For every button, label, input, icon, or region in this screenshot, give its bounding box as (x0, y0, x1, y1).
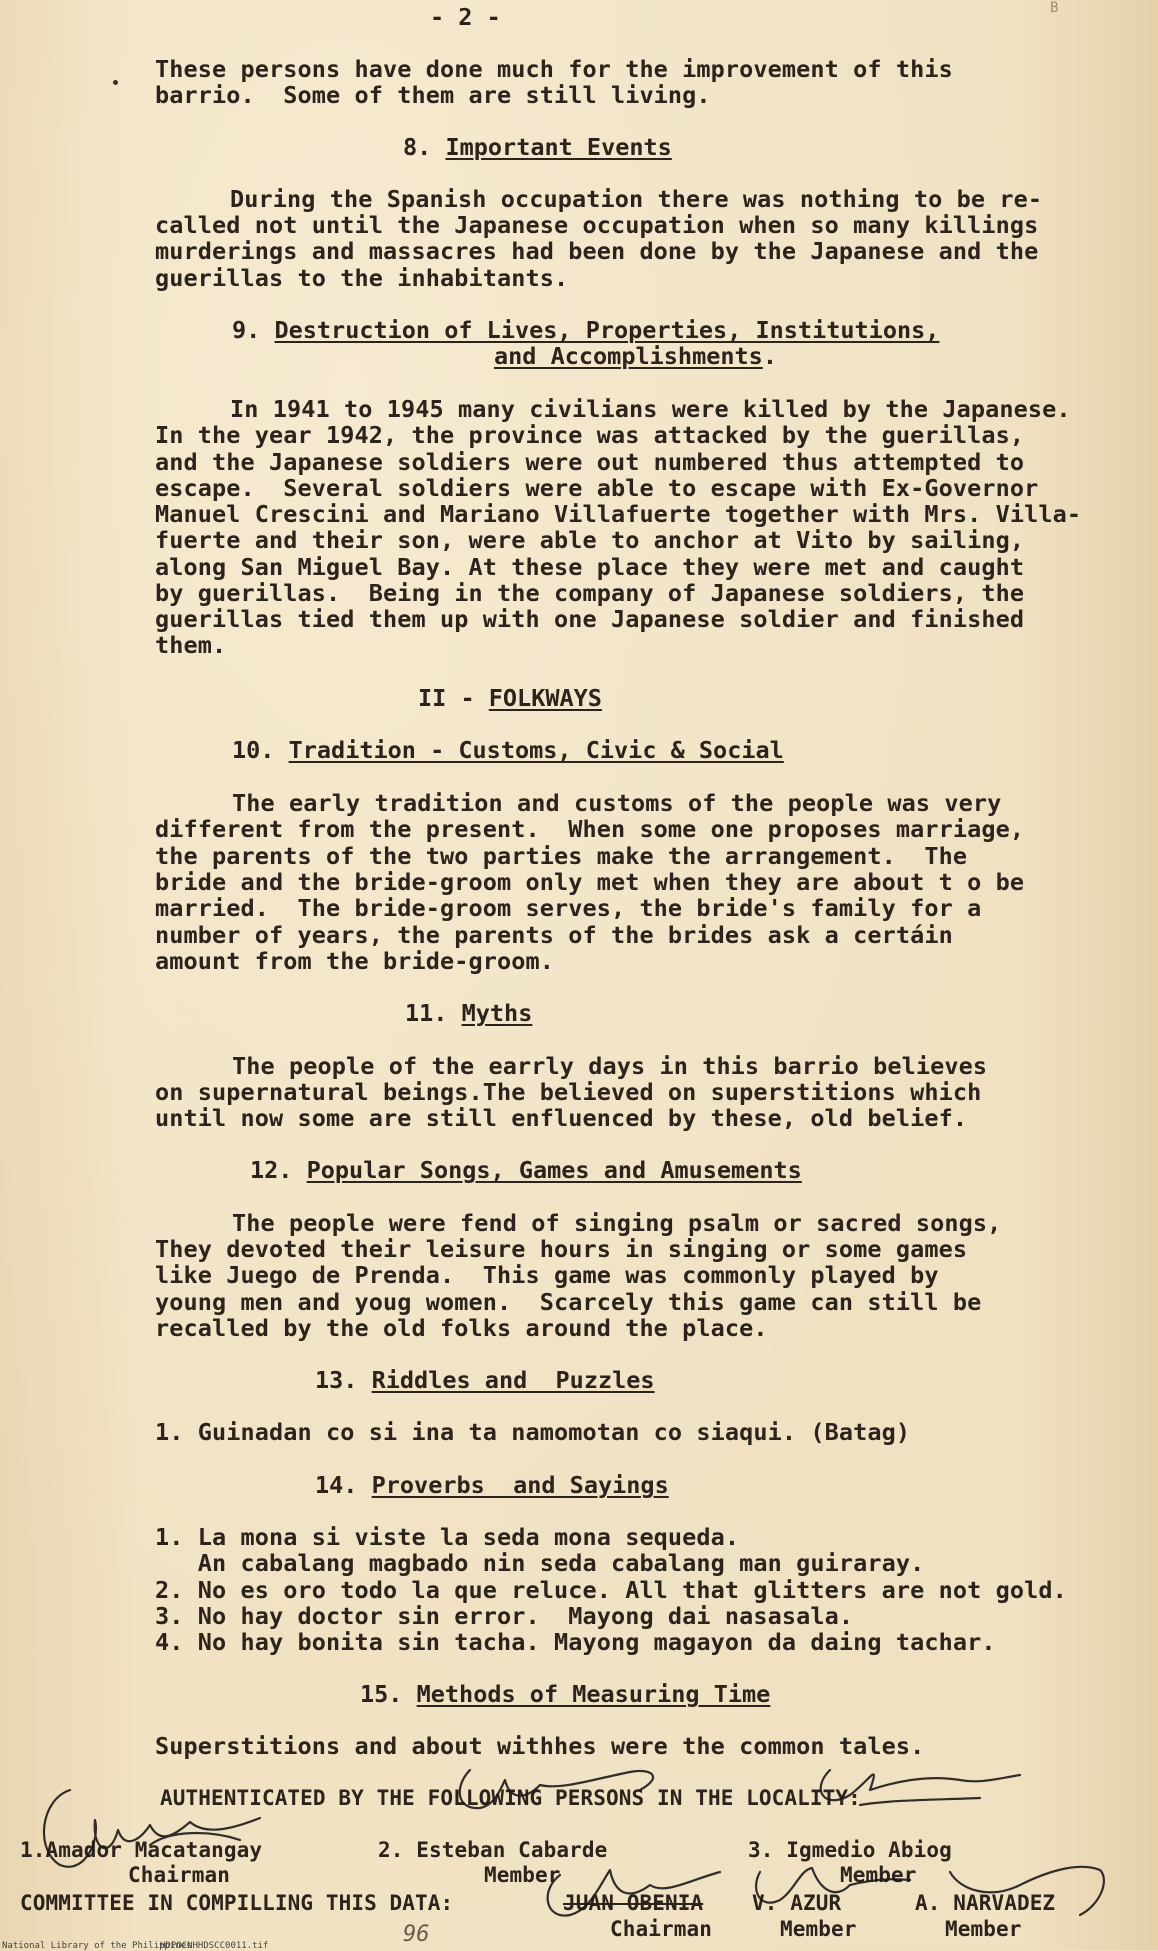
section-15-heading (360, 1681, 770, 1708)
section-9-title-period: . (762, 342, 777, 370)
section-9-number: 9. (232, 316, 261, 344)
s10-line-1: The early tradition and customs of the people was very (232, 789, 1002, 817)
section-9-title-line-2: and Accomplishments (494, 342, 763, 370)
section-8-title: Important Events (445, 133, 672, 161)
section-14-number: 14. (315, 1471, 358, 1499)
section-14-title: Proverbs and Sayings (371, 1471, 669, 1499)
s9-line-8: by guerillas. Being in the company of Japanese soldiers, the (155, 579, 1025, 607)
section-15-number: 15. (360, 1680, 403, 1708)
s14-line-1: 1. La mona si viste la seda mona sequeda. (155, 1523, 740, 1551)
s13-line-1: 1. Guinadan co si ina ta namomotan co siaqui. (Batag) (155, 1418, 911, 1446)
section-8-number: 8. (403, 133, 432, 161)
section-12-heading (250, 1157, 802, 1184)
s9-line-4: escape. Several soldiers were able to escape with Ex-Governor (155, 474, 1039, 502)
section-11-title: Myths (461, 999, 533, 1027)
footer-library: National Library of the Philippines (2, 1941, 192, 1951)
s15-line-1: Superstitions and about withhes were the common tales. (155, 1732, 925, 1760)
section-9-heading-cont (494, 343, 777, 370)
s10-line-2: different from the present. When some one proposes marriage, (155, 815, 1025, 843)
s8-line-3: murderings and massacres had been done by the Japanese and the (155, 237, 1039, 265)
auth-person-2-name: 2. Esteban Cabarde (378, 1838, 608, 1862)
s9-line-3: and the Japanese soldiers were out numbered thus attempted to (155, 448, 1025, 476)
s10-line-3: the parents of the two parties make the arrangement. The (155, 842, 968, 870)
s8-line-4: guerillas to the inhabitants. (155, 264, 569, 292)
section-9-heading (232, 317, 939, 344)
s10-line-5: married. The bride-groom serves, the bride's family for a (155, 894, 982, 922)
page-number: - 2 - (430, 3, 501, 31)
s14-line-2: An cabalang magbado nin seda cabalang man guiraray. (155, 1549, 925, 1577)
s9-line-7: along San Miguel Bay. At these place they were met and caught (155, 553, 1025, 581)
s12-line-3: like Juego de Prenda. This game was commonly played by (155, 1261, 939, 1289)
section-9-title-line-1: Destruction of Lives, Properties, Institutions, (274, 316, 940, 344)
section-11-number: 11. (405, 999, 448, 1027)
s14-line-5: 4. No hay bonita sin tacha. Mayong magayon da daing tachar. (155, 1628, 996, 1656)
s11-line-2: on supernatural beings.The believed on superstitions which (155, 1078, 982, 1106)
section-14-heading (315, 1472, 669, 1499)
section-10-heading (232, 737, 784, 764)
s12-line-4: young men and youg women. Scarcely this game can still be (155, 1288, 982, 1316)
s12-line-5: recalled by the old folks around the place. (155, 1314, 768, 1342)
committee-label: COMMITTEE IN COMPILLING THIS DATA: (20, 1891, 454, 1915)
committee-member-3-name: A. NARVADEZ (915, 1891, 1056, 1915)
handwritten-page-number: 96 (403, 1922, 430, 1947)
auth-person-3-role: Member (840, 1863, 917, 1887)
section-13-number: 13. (315, 1366, 358, 1394)
auth-person-1-name: 1.Amador Macatangay (20, 1838, 263, 1862)
committee-member-1-role: Chairman (610, 1917, 712, 1941)
s14-line-3: 2. No es oro todo la que reluce. All that glitters are not gold. (155, 1576, 1067, 1604)
s9-line-6: fuerte and their son, were able to anchor at Vito by sailing, (155, 526, 1025, 554)
s10-line-7: amount from the bride-groom. (155, 947, 554, 975)
section-13-heading (315, 1367, 655, 1394)
corner-mark: B (1050, 0, 1059, 16)
committee-member-1-name: JUAN OBENIA (563, 1891, 704, 1915)
intro-line-1: These persons have done much for the improvement of this (155, 55, 953, 83)
committee-member-2-name: V. AZUR (752, 1891, 842, 1915)
committee-member-2-role: Member (780, 1917, 857, 1941)
s11-line-1: The people of the earrly days in this barrio believes (232, 1052, 988, 1080)
s8-line-1: During the Spanish occupation there was nothing to be re- (230, 185, 1043, 213)
s9-line-1: In 1941 to 1945 many civilians were killed by the Japanese. (230, 395, 1071, 423)
s12-line-2: They devoted their leisure hours in singing or some games (155, 1235, 968, 1263)
s11-line-3: until now some are still enfluenced by these, old belief. (155, 1104, 968, 1132)
s9-line-10: them. (155, 631, 227, 659)
section-13-title: Riddles and Puzzles (371, 1366, 655, 1394)
intro-line-2: barrio. Some of them are still living. (155, 81, 711, 109)
part-2-heading (418, 685, 602, 712)
committee-member-3-role: Member (945, 1917, 1022, 1941)
section-10-number: 10. (232, 736, 275, 764)
s9-line-2: In the year 1942, the province was attacked by the guerillas, (155, 421, 1025, 449)
section-8-heading (403, 134, 672, 161)
section-11-heading (405, 1000, 532, 1027)
part-2-prefix: II - (418, 684, 489, 712)
footer-file: HDPOCNHHDSCC0011.tif (160, 1941, 269, 1951)
auth-person-2-role: Member (484, 1863, 561, 1887)
margin-dot (113, 80, 118, 85)
auth-person-3-name: 3. Igmedio Abiog (748, 1838, 952, 1862)
auth-person-1-role: Chairman (128, 1863, 230, 1887)
s10-line-6: number of years, the parents of the brides ask a certáin (155, 921, 953, 949)
s12-line-1: The people were fend of singing psalm or sacred songs, (232, 1209, 1002, 1237)
s9-line-5: Manuel Crescini and Mariano Villafuerte together with Mrs. Villa- (155, 500, 1082, 528)
s8-line-2: called not until the Japanese occupation when so many killings (155, 211, 1039, 239)
authentication-heading: AUTHENTICATED BY THE FOLLOWING PERSONS IN THE LOCALITY: (160, 1786, 861, 1810)
section-10-title: Tradition - Customs, Civic & Social (288, 736, 784, 764)
s14-line-4: 3. No hay doctor sin error. Mayong dai nasasala. (155, 1602, 854, 1630)
section-15-title: Methods of Measuring Time (416, 1680, 771, 1708)
s9-line-9: guerillas tied them up with one Japanese soldier and finished (155, 605, 1025, 633)
part-2-title: FOLKWAYS (488, 684, 602, 712)
s10-line-4: bride and the bride-groom only met when they are about t o be (155, 868, 1025, 896)
section-12-number: 12. (250, 1156, 293, 1184)
section-12-title: Popular Songs, Games and Amusements (306, 1156, 802, 1184)
